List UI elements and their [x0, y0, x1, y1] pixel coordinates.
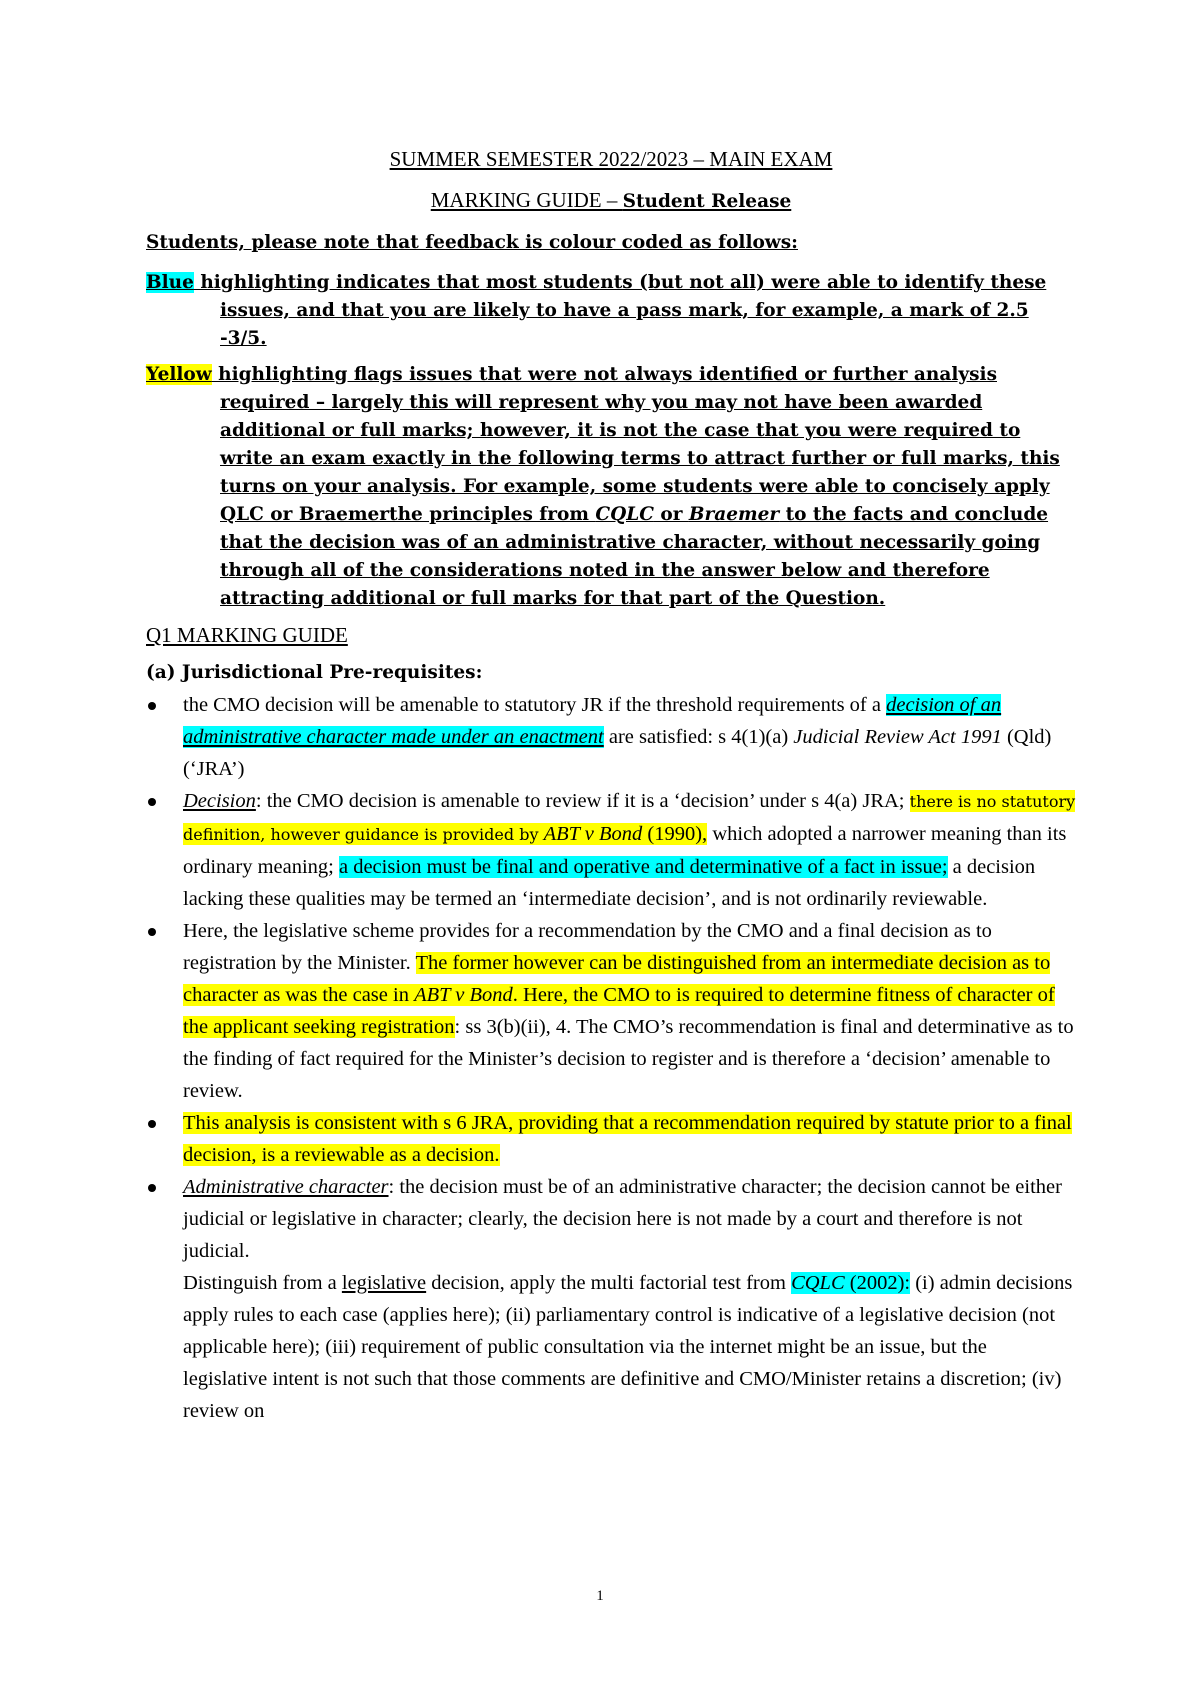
yellow-description-2: or	[653, 504, 689, 525]
act-name: Judicial Review Act 1991	[793, 726, 1002, 748]
intro-note: Students, please note that feedback is colour coded as follows:	[146, 232, 798, 253]
highlight-yellow: This analysis is consistent with s 6 JRA, providing that a recommendation required by statute prior to a final decision, is a reviewable as a decision.	[183, 1112, 1072, 1166]
case-braemer: Braemer	[688, 504, 780, 525]
blue-label: Blue	[146, 272, 194, 293]
text: (Qld) (‘JRA’)	[183, 726, 1052, 780]
bullet-icon	[148, 798, 156, 806]
text: : the decision must be of an administrative character; the decision cannot be either judicial or legislative in character; clearly, the decision here is not made by a court and therefore is not judicial.	[183, 1176, 1062, 1262]
list-item	[146, 689, 1076, 785]
text: (i) admin decisions apply rules to each case (applies here); (ii) parliamentary control is indicative of a legislative decision (not applicable here); (iii) requirement of public consultation via the internet might be an issue, but the legislative intent is not such that those comments are definitive and CMO/Minister retains a discretion; (iv) review on	[183, 1272, 1073, 1422]
list-item	[146, 1171, 1076, 1267]
text: there is no statutory definition, however guidance is provided by	[183, 792, 1076, 844]
term-administrative-character: Administrative character	[183, 1176, 389, 1198]
text: . Here, the CMO to is required to determine fitness of character of the applicant seeking registration	[183, 984, 1055, 1038]
legend-yellow	[146, 361, 1076, 613]
bullet-icon	[148, 702, 156, 710]
text: the CMO decision will be amenable to statutory JR if the threshold requirements of a	[183, 694, 887, 716]
list-item	[146, 785, 1076, 915]
q1-heading: Q1 MARKING GUIDE	[146, 623, 348, 647]
case-cqlc: CQLC	[595, 504, 654, 525]
highlight-blue	[791, 1272, 910, 1294]
text: decision, apply the multi factorial test from	[426, 1272, 792, 1294]
text: (2002):	[844, 1272, 911, 1294]
case-name: ABT v Bond	[414, 984, 513, 1006]
text: legislative	[341, 1272, 427, 1294]
case-name: ABT v Bond	[543, 823, 643, 845]
yellow-description-3: to the facts and conclude that the decision was of an administrative character, without necessarily going through all of the considerations noted in the answer below and therefore attracting additional or full marks for that part of the Question.	[220, 504, 1049, 609]
bullet-list	[146, 689, 1076, 1267]
document-subtitle	[146, 186, 1076, 216]
blue-description: highlighting indicates that most students (but not all) were able to identify these issues, and that you are likely to have a pass mark, for example, a mark of 2.5 -3/5.	[193, 272, 1047, 349]
document-body	[146, 145, 1076, 1427]
bullet-icon	[148, 1184, 156, 1192]
bullet-icon	[148, 1120, 156, 1128]
subtitle-release: Student Release	[622, 191, 792, 212]
term-decision: Decision	[183, 790, 256, 812]
text: Here, the legislative scheme provides for a recommendation by the CMO and a final decision as to registration by the Minister.	[183, 920, 992, 974]
case-name: CQLC	[791, 1272, 845, 1294]
text: (1990),	[642, 823, 708, 845]
text: : the CMO decision is amenable to review if it is a ‘decision’ under s 4(a) JRA;	[255, 790, 910, 812]
list-item	[146, 915, 1076, 1107]
text: : ss 3(b)(ii), 4. The CMO’s recommendation is final and determinative as to the finding of fact required for the Minister’s decision to register and is therefore a ‘decision’ amenable to review.	[183, 1016, 1074, 1102]
subtitle-prefix: MARKING GUIDE –	[430, 188, 623, 212]
text: are satisfied: s 4(1)(a)	[603, 726, 794, 748]
continuation-paragraph	[146, 1267, 1076, 1427]
document-title: SUMMER SEMESTER 2022/2023 – MAIN EXAM	[389, 147, 833, 171]
bullet-icon	[148, 928, 156, 936]
section-a-heading: (a) Jurisdictional Pre-requisites:	[146, 662, 483, 683]
text: a decision lacking these qualities may be termed an ‘intermediate decision’, and is not ordinarily reviewable.	[183, 856, 1036, 910]
text: The former however can be distinguished from an intermediate decision as to character as was the case in	[183, 952, 1051, 1006]
text: Distinguish from a	[183, 1272, 342, 1294]
yellow-label: Yellow	[146, 364, 212, 385]
list-item	[146, 1107, 1076, 1171]
text: decision of an administrative character made under an enactment	[183, 694, 1002, 748]
yellow-description-1: highlighting flags issues that were not always identified or further analysis required – largely this will represent why you may not have been awarded additional or full marks; however, it is not the case that you were required to write an exam exactly in the following terms to attract further or full marks, this turns on your analysis. For example, some students were able to concisely apply QLC or Braemerthe principles from	[211, 364, 1060, 525]
text: which adopted a narrower meaning than its ordinary meaning;	[183, 823, 1067, 878]
highlight-blue: a decision must be final and operative and determinative of a fact in issue;	[338, 856, 948, 878]
legend-blue	[146, 269, 1076, 353]
page-number: 1	[596, 1588, 604, 1604]
